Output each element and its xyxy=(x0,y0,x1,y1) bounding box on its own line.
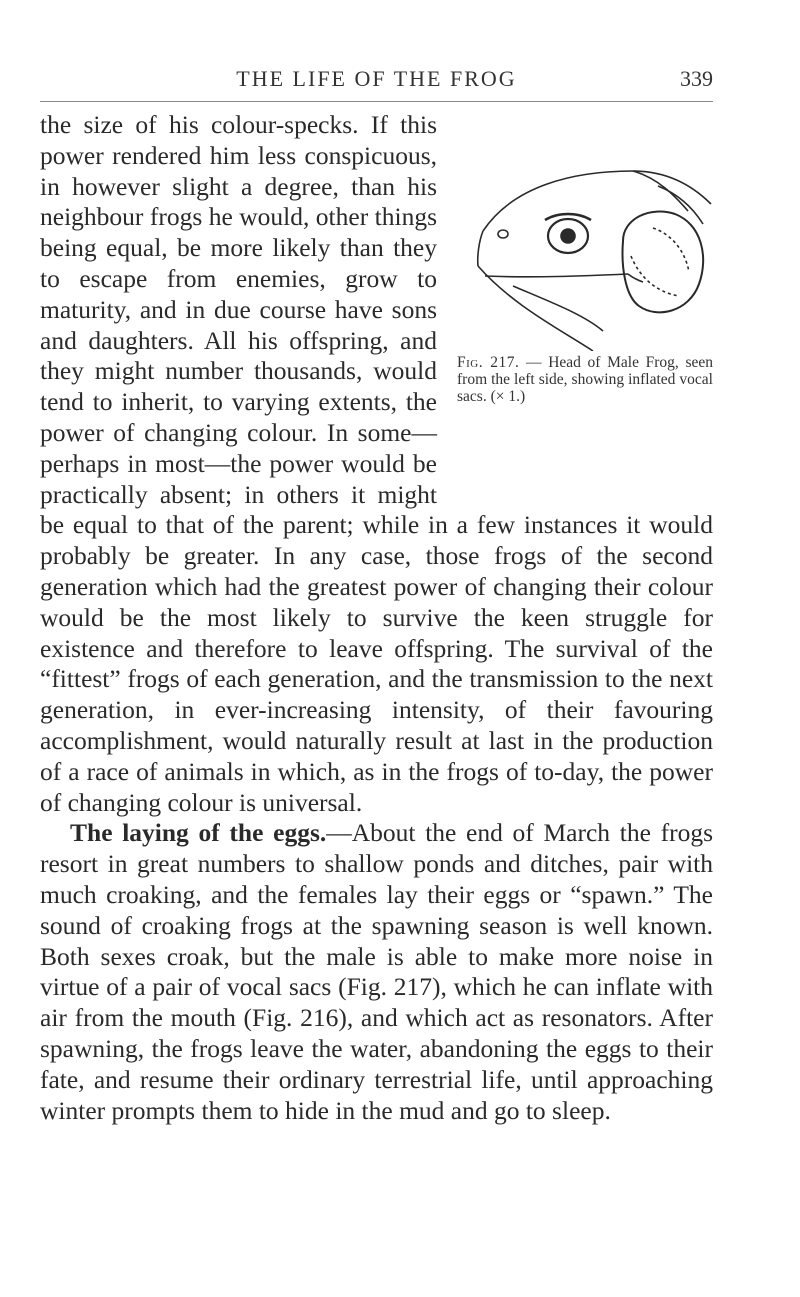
figure-caption-text: — Head of Male Frog, seen from the left side, showing inflated vocal sacs. (× 1.) xyxy=(457,354,713,405)
paragraph-2-text: —About the end of March the frogs resort in great numbers to shallow ponds and ditches, pair with much croaking, and the females lay their eggs or “spawn.” The sound of croaking frogs at the spawning season is well known. Both sexes croak, but the male is able to make more noise in virtue of a pair of vocal sacs (Fig. 217), which he can inflate with air from the mouth (Fig. 216), and which act as resonators. After spawning, the frogs leave the water, abandoning the eggs to their fate, and resume their ordinary terrestrial life, until approaching winter prompts them to hide in the mud and go to sleep. xyxy=(40,818,713,1125)
figure-label: Fig. 217. xyxy=(457,354,520,371)
section-heading: The laying of the eggs. xyxy=(70,818,327,848)
page-header xyxy=(40,66,713,106)
frog-head-illustration xyxy=(453,116,713,351)
body-text xyxy=(40,110,713,1126)
paragraph-1-text: the size of his colour-specks. If this power rendered him less conspicuous, in however slight a degree, than his neighbour frogs he would, other things being equal, be more likely than they to escape from enemies, grow to maturity, and in due course have sons and daughters. All his offspring, and they might number thousands, would tend to inherit, to varying extents, the power of changing colour. In some—perhaps in most—the power would be practically absent; in others it might be equal to that of the parent; while in a few instances it would probably be greater. In any case, those frogs of the second generation which had the greatest power of changing their colour would be the most likely to survive the keen struggle for existence and therefore to leave offspring. The survival of the “fittest” frogs of each generation, and the transmission to the next generation, in ever-increasing intensity, of their favouring accomplishment, would naturally result at last in the production of a race of animals in which, as in the frogs of to-day, the power of changing colour is universal. xyxy=(40,110,713,817)
paragraph-2 xyxy=(40,818,713,1126)
paragraph-1 xyxy=(40,110,713,818)
running-title: THE LIFE OF THE FROG xyxy=(236,66,517,91)
figure-caption xyxy=(457,354,713,405)
figure-217 xyxy=(453,116,713,481)
page-number: 339 xyxy=(680,66,713,91)
header-rule xyxy=(40,101,713,102)
